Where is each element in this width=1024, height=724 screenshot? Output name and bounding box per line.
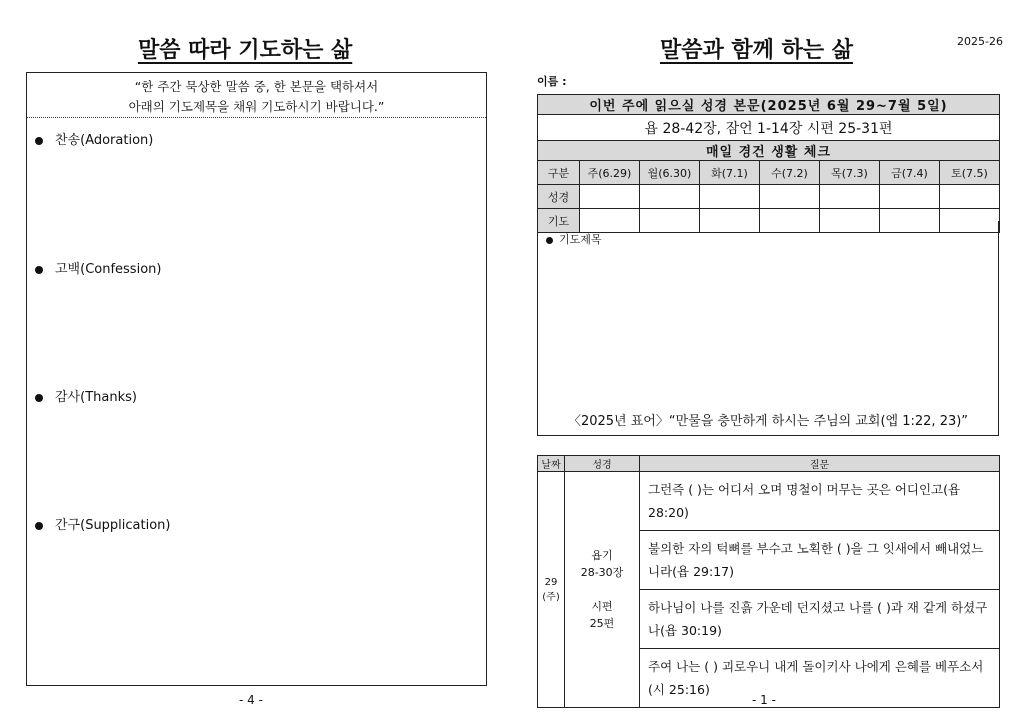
check-cell[interactable] xyxy=(880,185,940,209)
right-page-title: 말씀과 함께 하는 삶 xyxy=(660,38,853,63)
row-label-prayer: 기도 xyxy=(538,209,580,233)
question-item: 불의한 자의 턱뼈를 부수고 노획한 ( )을 그 잇새에서 빼내었느니라(욥 29:17) xyxy=(640,531,1000,590)
question-item: 하나님이 나를 진흙 가운데 던지셨고 나를 ( )과 재 같게 하셨구나(욥 30:19) xyxy=(640,590,1000,649)
prayer-guide-box xyxy=(26,72,487,686)
bullet-icon xyxy=(35,522,43,530)
bible-reference-cell xyxy=(565,472,640,708)
reading-header: 이번 주에 읽으실 성경 본문(2025년 6월 29~7월 5일) xyxy=(538,95,1000,115)
name-label: 이름 : xyxy=(537,75,567,88)
daily-check-table xyxy=(537,94,1000,233)
day-header: 수(7.2) xyxy=(760,161,820,185)
check-cell[interactable] xyxy=(820,185,880,209)
question-table xyxy=(537,455,1000,708)
day-column-label: 구분 xyxy=(538,161,580,185)
day-header: 주(6.29) xyxy=(580,161,640,185)
check-cell[interactable] xyxy=(940,185,1000,209)
reading-passages: 욥 28-42장, 잠언 1-14장 시편 25-31편 xyxy=(538,115,1000,141)
left-page-number: - 4 - xyxy=(239,693,263,707)
section-supplication: 간구(Supplication) xyxy=(35,514,171,533)
yearly-motto: 〈2025년 표어〉“만물을 충만하게 하시는 주님의 교회(엡 1:22, 23)” xyxy=(567,414,969,429)
check-cell[interactable] xyxy=(580,185,640,209)
header-bible: 성경 xyxy=(565,456,640,472)
day-header: 토(7.5) xyxy=(940,161,1000,185)
date-cell xyxy=(538,472,565,708)
day-header: 월(6.30) xyxy=(640,161,700,185)
instruction-line-1: “한 주간 묵상한 말씀 중, 한 본문을 택하셔서 xyxy=(134,79,379,94)
day-header: 목(7.3) xyxy=(820,161,880,185)
prayer-topics-box xyxy=(537,221,999,436)
bible-chapters-1: 28-30장 xyxy=(580,566,624,579)
day-header: 금(7.4) xyxy=(880,161,940,185)
header-question: 질문 xyxy=(640,456,1000,472)
bullet-icon xyxy=(35,266,43,274)
bullet-icon xyxy=(35,394,43,402)
bullet-icon xyxy=(35,137,43,145)
date-number: 29 xyxy=(544,576,558,588)
left-page-title: 말씀 따라 기도하는 삶 xyxy=(138,38,353,63)
bible-book-1: 욥기 xyxy=(591,549,613,562)
section-adoration: 찬송(Adoration) xyxy=(35,129,153,148)
instruction-header xyxy=(27,73,486,118)
bullet-icon xyxy=(546,237,553,244)
question-item: 주여 나는 ( ) 괴로우니 내게 돌이키사 나에게 은혜를 베푸소서(시 25:16) xyxy=(640,649,1000,708)
day-header: 화(7.1) xyxy=(700,161,760,185)
right-page-number: - 1 - xyxy=(752,693,776,707)
row-label-bible: 성경 xyxy=(538,185,580,209)
header-date: 날짜 xyxy=(538,456,565,472)
section-thanks: 감사(Thanks) xyxy=(35,386,137,405)
daily-check-header: 매일 경건 생활 체크 xyxy=(538,141,1000,161)
question-item: 그런즉 ( )는 어디서 오며 명철이 머무는 곳은 어디인고(욥 28:20) xyxy=(640,472,1000,531)
bible-book-2: 시편 xyxy=(591,600,613,613)
prayer-topics-label: 기도제목 xyxy=(546,231,602,247)
check-cell[interactable] xyxy=(760,185,820,209)
check-cell[interactable] xyxy=(640,185,700,209)
instruction-line-2: 아래의 기도제목을 채워 기도하시기 바랍니다.” xyxy=(128,99,385,114)
date-day: (주) xyxy=(542,591,560,603)
check-cell[interactable] xyxy=(700,185,760,209)
bible-chapters-2: 25편 xyxy=(589,617,615,630)
doc-number: 2025-26 xyxy=(957,35,1003,48)
section-confession: 고백(Confession) xyxy=(35,258,161,277)
